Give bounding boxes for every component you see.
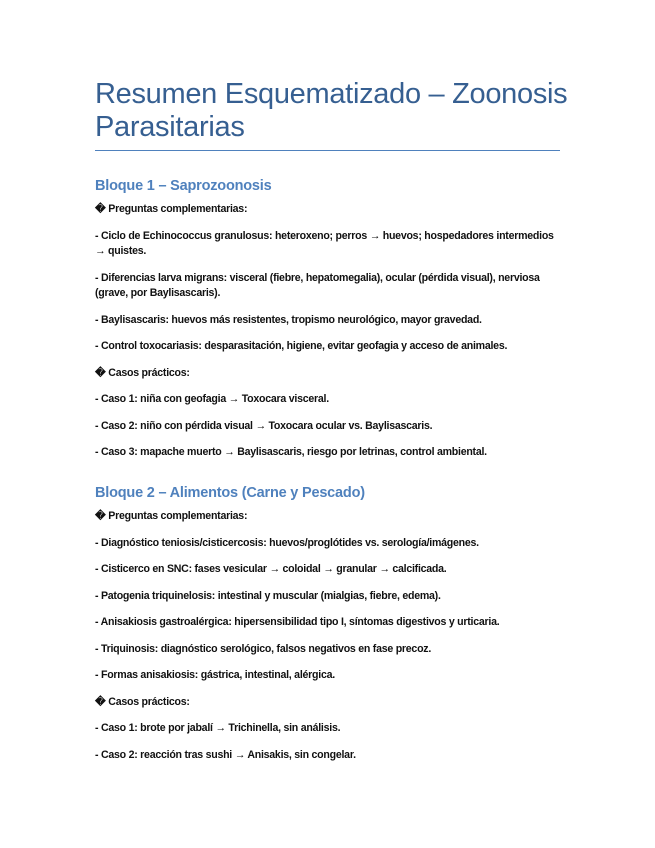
document-title: Resumen Esquematizado – Zoonosis Parasitarias bbox=[95, 78, 568, 143]
list-item: - Caso 2: reacción tras sushi → Anisakis, sin congelar. bbox=[95, 748, 356, 761]
list-item: - Caso 1: brote por jabalí → Trichinella, sin análisis. bbox=[95, 722, 341, 734]
subheading-casos: � Casos prácticos: bbox=[95, 366, 190, 379]
list-item: - Ciclo de Echinococcus granulosus: heteroxeno; perros → huevos; hospedadores intermedios → quistes. bbox=[95, 229, 554, 257]
subheading-preguntas: � Preguntas complementarias: bbox=[95, 203, 248, 215]
subheading-preguntas: � Preguntas complementarias: bbox=[95, 510, 248, 522]
list-item: - Diagnóstico teniosis/cisticercosis: huevos/proglótides vs. serología/imágenes. bbox=[95, 536, 479, 549]
list-item: - Anisakiosis gastroalérgica: hipersensibilidad tipo I, síntomas digestivos y urticaria. bbox=[95, 616, 500, 628]
section-bloque-1 bbox=[95, 176, 555, 472]
list-item: - Cisticerco en SNC: fases vesicular → coloidal → granular → calcificada. bbox=[95, 563, 447, 575]
list-item: - Formas anisakiosis: gástrica, intestinal, alérgica. bbox=[95, 669, 335, 681]
section-heading: Bloque 1 – Saprozoonosis bbox=[95, 178, 272, 194]
list-item: - Triquinosis: diagnóstico serológico, falsos negativos en fase precoz. bbox=[95, 642, 432, 655]
list-item: - Diferencias larva migrans: visceral (fiebre, hepatomegalia), ocular (pérdida visual), nerviosa (grave, por Baylisascaris). bbox=[95, 271, 540, 299]
list-item: - Caso 2: niño con pérdida visual → Toxocara ocular vs. Baylisascaris. bbox=[95, 419, 433, 432]
list-item: - Patogenia triquinelosis: intestinal y muscular (mialgias, fiebre, edema). bbox=[95, 589, 441, 602]
list-item: - Caso 1: niña con geofagia → Toxocara visceral. bbox=[95, 393, 329, 405]
section-bloque-2 bbox=[95, 483, 555, 774]
title-divider bbox=[95, 150, 560, 151]
section-heading: Bloque 2 – Alimentos (Carne y Pescado) bbox=[95, 485, 365, 501]
subheading-casos: � Casos prácticos: bbox=[95, 695, 190, 708]
list-item: - Control toxocariasis: desparasitación, higiene, evitar geofagia y acceso de animales. bbox=[95, 340, 508, 352]
list-item: - Caso 3: mapache muerto → Baylisascaris, riesgo por letrinas, control ambiental. bbox=[95, 446, 487, 458]
list-item: - Baylisascaris: huevos más resistentes, tropismo neurológico, mayor gravedad. bbox=[95, 313, 482, 326]
